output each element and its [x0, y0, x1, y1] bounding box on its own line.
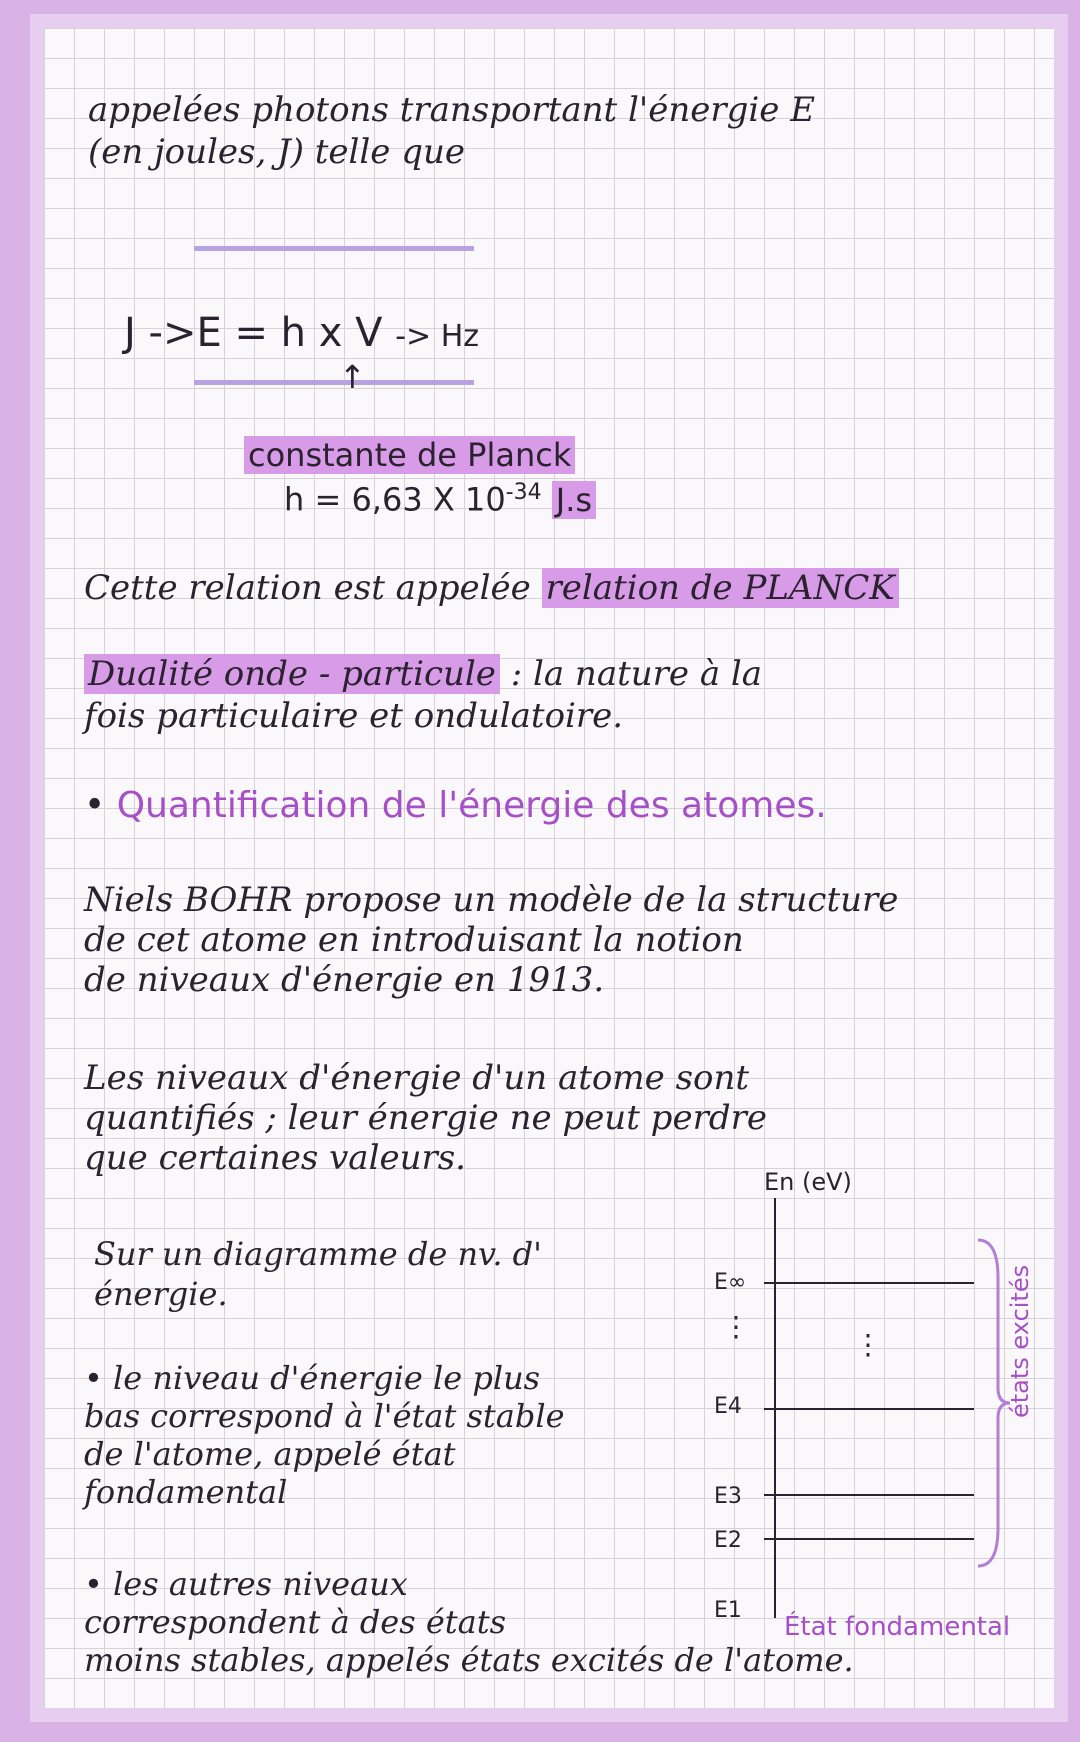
bohr-line-3: de niveaux d'énergie en 1913. — [84, 960, 605, 1000]
bullet2-line-2: correspondent à des états — [84, 1603, 506, 1641]
planck-label — [244, 436, 575, 474]
bullet2-line-3: moins stables, appelés états excités de l'atome. — [84, 1641, 854, 1679]
niveaux-line-2: quantifiés ; leur énergie ne peut perdre — [84, 1098, 767, 1138]
dualite-rest: : la nature à la — [510, 654, 763, 694]
bullet1-line-2: bas correspond à l'état stable — [84, 1397, 565, 1435]
dualite-line-2: fois particulaire et ondulatoire. — [84, 696, 624, 736]
diagramme-line-1: Sur un diagramme de nv. d' — [94, 1235, 542, 1273]
bullet-icon: • — [84, 785, 106, 826]
level-line-e2 — [764, 1538, 974, 1540]
excited-states-label: états excités — [1006, 1264, 1034, 1418]
planck-value-main: h = 6,63 X 10 — [284, 480, 506, 519]
level-label-e2: E2 — [714, 1528, 742, 1553]
level-label-e1: E1 — [714, 1598, 742, 1623]
planck-value-unit: J.s — [552, 481, 596, 519]
relation-highlight: relation de PLANCK — [542, 568, 899, 608]
formula-right: -> Hz — [395, 319, 480, 354]
text-line-1: appelées photons transportant l'énergie E — [88, 90, 816, 130]
level-label-e4: E4 — [714, 1394, 742, 1419]
planck-formula — [124, 310, 479, 356]
level-line-einf — [764, 1282, 974, 1284]
ground-state-label: État fondamental — [784, 1612, 1011, 1642]
level-line-e4 — [764, 1408, 974, 1410]
relation-line — [84, 568, 899, 608]
formula-left: J ->E = h x V — [124, 310, 383, 356]
bullet1-line-4: fondamental — [84, 1473, 288, 1511]
niveaux-line-1: Les niveaux d'énergie d'un atome sont — [84, 1058, 750, 1098]
energy-diagram — [684, 1168, 1054, 1668]
dots-center-icon: ⋮ — [854, 1328, 882, 1361]
quantification-heading — [84, 786, 827, 826]
diagramme-line-2: énergie. — [94, 1275, 228, 1313]
planck-label-text: constante de Planck — [244, 436, 575, 474]
text-line-2: (en joules, J) telle que — [88, 132, 466, 172]
relation-prefix: Cette relation est appelée — [84, 568, 531, 608]
notebook-page — [44, 28, 1054, 1708]
bohr-line-2: de cet atome en introduisant la notion — [84, 920, 744, 960]
planck-value — [284, 480, 596, 519]
bohr-line-1: Niels BOHR propose un modèle de la structure — [84, 880, 899, 920]
quantification-title: Quantification de l'énergie des atomes. — [116, 785, 827, 826]
dots-left-icon: ⋮ — [722, 1310, 750, 1343]
formula-top-bar — [194, 246, 474, 251]
level-label-einf: E∞ — [714, 1270, 747, 1295]
bullet1-line-1: • le niveau d'énergie le plus — [84, 1359, 541, 1397]
niveaux-line-3: que certaines valeurs. — [84, 1138, 466, 1178]
level-line-e3 — [764, 1494, 974, 1496]
arrow-up-icon: ↑ — [339, 358, 366, 396]
level-label-e3: E3 — [714, 1484, 742, 1509]
planck-value-exp: -34 — [505, 480, 542, 505]
dualite-line-1 — [84, 654, 762, 694]
dualite-highlight: Dualité onde - particule — [84, 654, 500, 694]
axis-label: En (eV) — [764, 1168, 852, 1196]
formula-bottom-bar — [194, 380, 474, 385]
bullet2-line-1: • les autres niveaux — [84, 1565, 408, 1603]
bullet1-line-3: de l'atome, appelé état — [84, 1435, 456, 1473]
